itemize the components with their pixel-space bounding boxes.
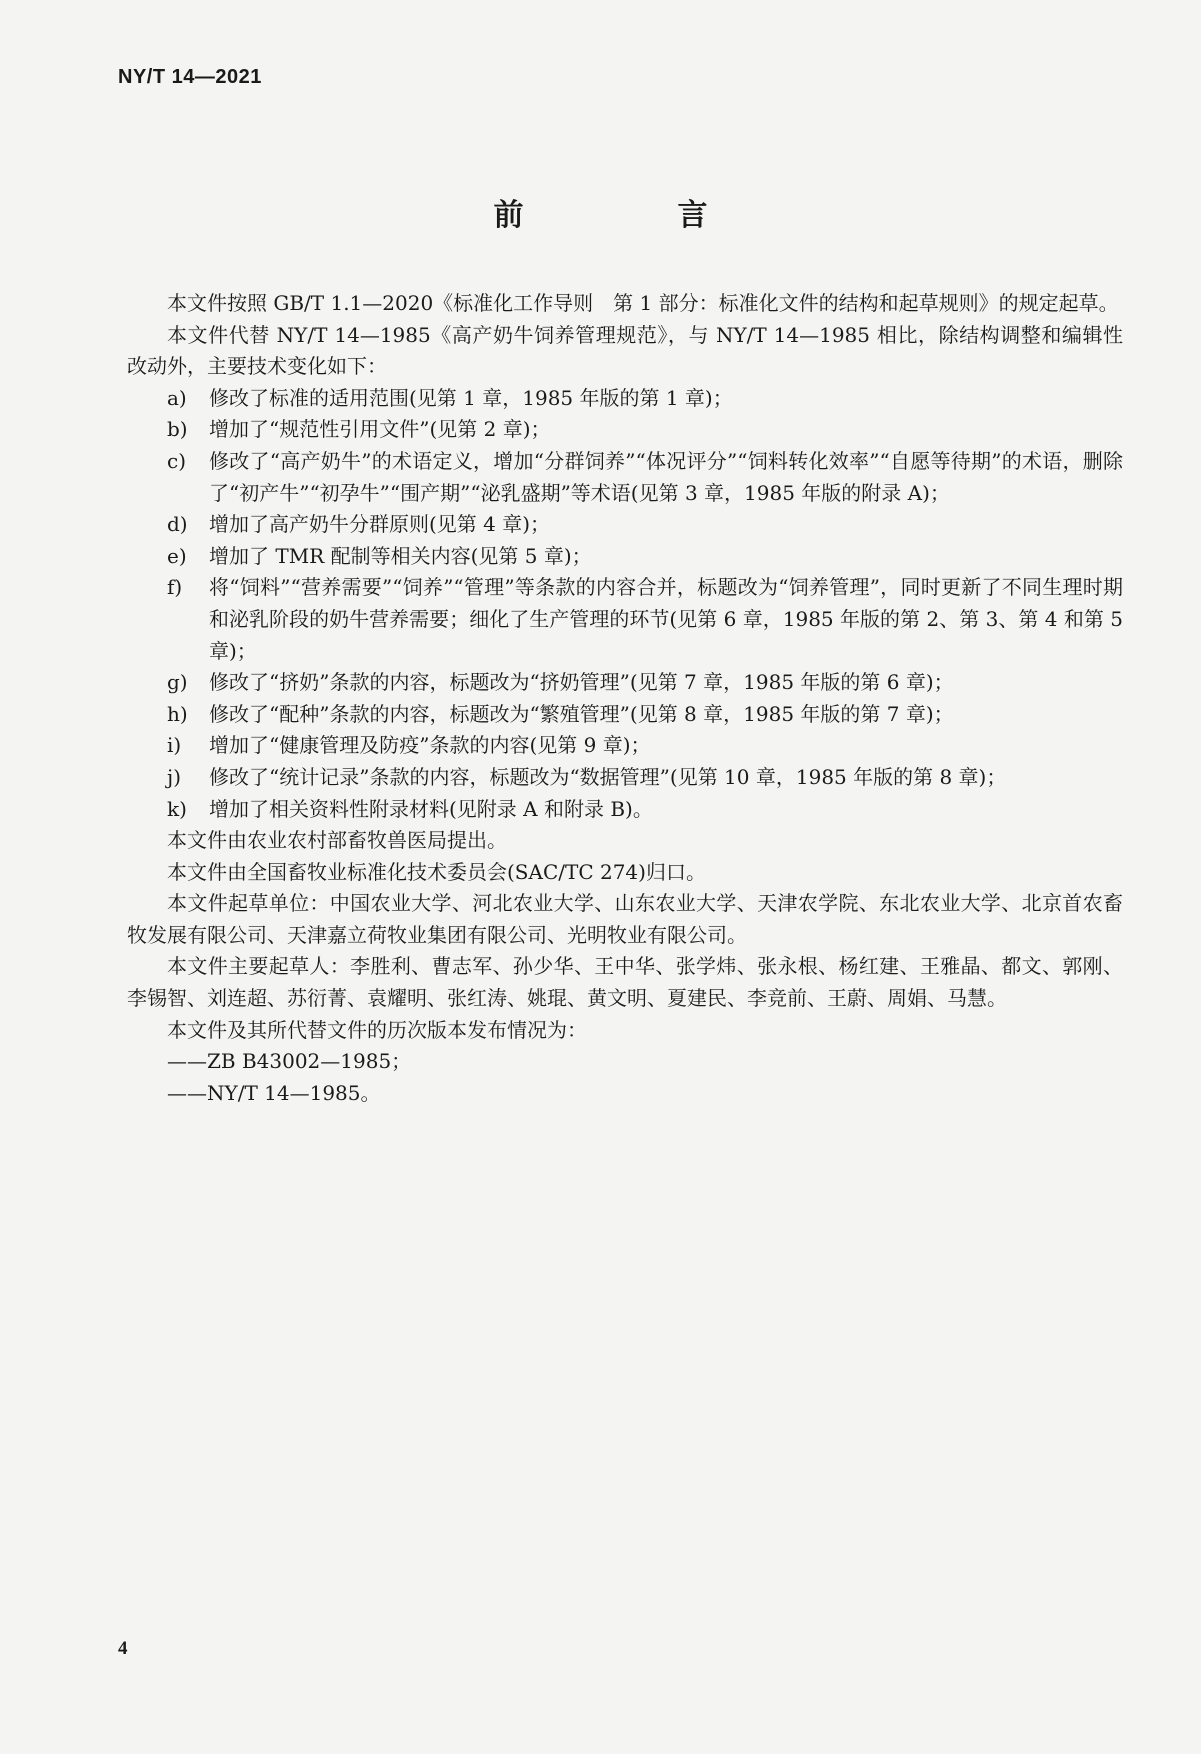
- list-item-text: 增加了高产奶牛分群原则(见第 4 章)；: [209, 512, 551, 537]
- list-item-text: 增加了相关资料性附录材料(见附录 A 和附录 B)。: [209, 796, 653, 821]
- list-item: [127, 541, 1123, 573]
- paragraph: 本文件及其所代替文件的历次版本发布情况为：: [167, 1017, 587, 1042]
- list-item-text: 将“饲料”“营养需要”“饲养”“管理”等条款的内容合并，标题改为“饲养管理”，同时更新了不同生理时期和泌乳阶段的奶牛营养需要；细化了生产管理的环节(见第 6 章，1985 年版的第 2、第 3、第 4 和第 5 章)；: [209, 575, 1123, 663]
- foreword-body: [127, 288, 1123, 1109]
- paragraph: 本文件由全国畜牧业标准化技术委员会(SAC/TC 274)归口。: [167, 859, 706, 884]
- list-item-label: b): [167, 417, 188, 442]
- list-item-label: e): [167, 543, 187, 568]
- list-item-label: a): [167, 385, 187, 410]
- list-item: [127, 794, 1123, 826]
- list-item-text: 修改了标准的适用范围(见第 1 章，1985 年版的第 1 章)；: [209, 385, 733, 410]
- list-item-text: 修改了“统计记录”条款的内容，标题改为“数据管理”(见第 10 章，1985 年版的第 8 章)；: [209, 764, 1007, 789]
- list-item: [127, 572, 1123, 667]
- page-title: 前 言: [493, 198, 770, 233]
- history-item: ——NY/T 14—1985。: [167, 1080, 381, 1105]
- paragraph: 本文件起草单位：中国农业大学、河北农业大学、山东农业大学、天津农学院、东北农业大学、北京首农畜牧发展有限公司、天津嘉立荷牧业集团有限公司、光明牧业有限公司。: [127, 891, 1123, 947]
- paragraph: 本文件由农业农村部畜牧兽医局提出。: [167, 828, 507, 853]
- list-item: [127, 414, 1123, 446]
- list-item: [127, 730, 1123, 762]
- list-item-text: 增加了“规范性引用文件”(见第 2 章)；: [209, 417, 551, 442]
- list-item-label: h): [167, 701, 188, 726]
- list-item-label: d): [167, 512, 188, 537]
- paragraph: 本文件代替 NY/T 14—1985《高产奶牛饲养管理规范》，与 NY/T 14—1985 相比，除结构调整和编辑性改动外，主要技术变化如下：: [127, 322, 1123, 379]
- list-item: [127, 762, 1123, 794]
- page-number: 4: [118, 1638, 128, 1659]
- list-item-text: 修改了“高产奶牛”的术语定义，增加“分群饲养”“体况评分”“饲料转化效率”“自愿等待期”的术语，删除了“初产牛”“初孕牛”“围产期”“泌乳盛期”等术语(见第 3 章，1985 年版的附录 A)；: [209, 448, 1123, 505]
- list-item-label: i): [167, 733, 182, 758]
- list-item-text: 增加了 TMR 配制等相关内容(见第 5 章)；: [209, 543, 592, 568]
- list-item: [127, 699, 1123, 731]
- list-item-label: f): [167, 575, 183, 600]
- list-item: [127, 446, 1123, 509]
- list-item: [127, 667, 1123, 699]
- list-item: [127, 509, 1123, 541]
- list-item-label: c): [167, 448, 187, 473]
- standard-code: NY/T 14—2021: [118, 66, 262, 88]
- history-item: ——ZB B43002—1985；: [167, 1049, 412, 1074]
- list-item-label: j): [167, 764, 182, 789]
- list-item-label: g): [167, 670, 188, 695]
- paragraph: 本文件主要起草人：李胜利、曹志军、孙少华、王中华、张学炜、张永根、杨红建、王雅晶、都文、郭刚、李锡智、刘连超、苏衍菁、袁耀明、张红涛、姚琨、黄文明、夏建民、李竞前、王蔚、周娟、马慧。: [127, 954, 1123, 1011]
- list-item-text: 增加了“健康管理及防疫”条款的内容(见第 9 章)；: [209, 733, 651, 758]
- list-item: [127, 383, 1123, 415]
- paragraph: 本文件按照 GB/T 1.1—2020《标准化工作导则 第 1 部分：标准化文件的结构和起草规则》的规定起草。: [167, 291, 1119, 315]
- list-item-label: k): [167, 796, 187, 821]
- list-item-text: 修改了“配种”条款的内容，标题改为“繁殖管理”(见第 8 章，1985 年版的第 7 章)；: [209, 701, 954, 726]
- list-item-text: 修改了“挤奶”条款的内容，标题改为“挤奶管理”(见第 7 章，1985 年版的第 6 章)；: [209, 670, 954, 695]
